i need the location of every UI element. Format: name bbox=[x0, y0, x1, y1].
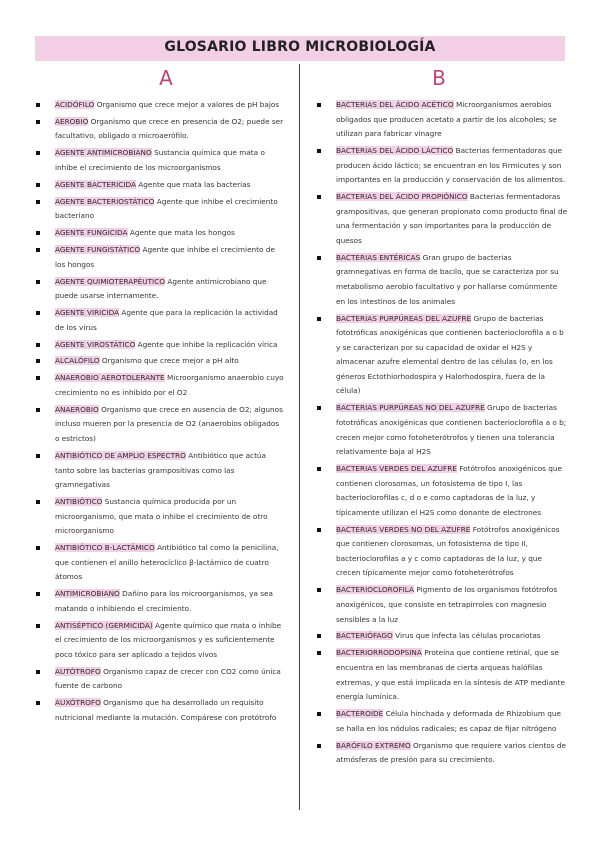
glossary-entry bbox=[313, 401, 568, 459]
bullet-icon bbox=[36, 280, 40, 284]
glossary-term: AGENTE ANTIMICROBIANO bbox=[55, 148, 152, 158]
bullet-icon bbox=[36, 231, 40, 235]
bullet-icon bbox=[36, 103, 40, 107]
glossary-term: ANTIMICROBIANO bbox=[55, 589, 120, 599]
glossary-term: ACIDÓFILO bbox=[55, 100, 95, 109]
glossary-definition: Antibiótico que actúa tanto sobre las bacterias grampositivas como las gramnegativas bbox=[55, 450, 267, 490]
bullet-icon bbox=[36, 200, 40, 204]
bullet-icon bbox=[317, 528, 321, 532]
glossary-definition: Organismo que crece mejor a pH alto bbox=[101, 356, 239, 366]
bullet-icon bbox=[317, 406, 321, 410]
glossary-definition: Bacterias fermentadoras grampositivas, que generan propionato como producto final de una fermentación y son importantes para la producción de quesos bbox=[336, 192, 568, 245]
glossary-term: AGENTE BACTERICIDA bbox=[55, 179, 136, 189]
glossary-definition: Antibiótico tal como la penicilina, que contienen el anillo heterocíclico β-lactámico de cuatro átomos bbox=[55, 543, 279, 582]
bullet-icon bbox=[317, 651, 321, 655]
glossary-definition: Proteína que contiene retinal, que se encuentra en las membranas de cierta arqueas halófilas extremas, y que está implicada en la síntesis de ATP mediante energía lumínica. bbox=[336, 648, 566, 702]
glossary-term: BACTERIORRODOPSINA bbox=[336, 648, 422, 658]
glossary-definition: Grupo de bacterias fototróficas anoxigénicas que contienen bacterioclorofila a o b; crecen mejor como fotoheterótrofos y tienen una tolerancia relativamente baja al H2S bbox=[336, 403, 567, 457]
glossary-entry bbox=[32, 338, 285, 353]
glossary-entry bbox=[32, 449, 285, 493]
bullet-icon bbox=[36, 376, 40, 380]
glossary-entry bbox=[32, 495, 285, 539]
glossary-term: ANAEROBIO bbox=[55, 404, 99, 414]
bullet-icon bbox=[36, 183, 40, 187]
glossary-entry bbox=[313, 739, 568, 768]
glossary-entry bbox=[32, 178, 285, 193]
bullet-icon bbox=[36, 670, 40, 674]
glossary-term: BACTERIAS VERDES NO DEL AZUFRE bbox=[336, 524, 471, 534]
glossary-entry bbox=[313, 190, 568, 248]
glossary-column-b bbox=[313, 98, 568, 770]
glossary-entry bbox=[32, 306, 285, 335]
bullet-icon bbox=[317, 634, 321, 638]
bullet-icon bbox=[317, 195, 321, 199]
glossary-term: BACTERIAS PURPÚREAS DEL AZUFRE bbox=[336, 313, 472, 323]
glossary-entry bbox=[32, 619, 285, 663]
glossary-definition: Organismo que crece en presencia de O2; puede ser facultativo, obligado o microaerófilo. bbox=[55, 116, 284, 141]
glossary-entry bbox=[313, 144, 568, 188]
bullet-icon bbox=[36, 343, 40, 347]
glossary-term: BARÓFILO EXTREMO bbox=[336, 740, 411, 750]
glossary-definition: Pigmento de los organismos fotótrofos anoxigénicos, que consiste en tetrapirroles con magnesio sensibles a la luz bbox=[336, 585, 558, 624]
bullet-icon bbox=[36, 311, 40, 315]
glossary-term: BACTERIOCLOROFILA bbox=[336, 585, 415, 595]
bullet-icon bbox=[317, 467, 321, 471]
glossary-definition: Organismo que requiere varios cientos de atmósferas de presión para su crecimiento. bbox=[336, 740, 567, 765]
glossary-term: BACTERIAS ENTÉRICAS bbox=[336, 252, 421, 262]
bullet-icon bbox=[317, 744, 321, 748]
glossary-definition: Agente antimicrobiano que puede usarse internamente. bbox=[55, 276, 267, 301]
glossary-term: ANTIBIÓTICO bbox=[55, 497, 103, 506]
glossary-term: BACTERIÓFAGO bbox=[336, 631, 393, 641]
bullet-icon bbox=[36, 359, 40, 363]
glossary-definition: Agente químico que mata o inhibe el crecimiento de los microorganismos y es suficientemente poco tóxico para ser aplicado a tejidos vivos bbox=[55, 620, 282, 659]
glossary-entry bbox=[313, 462, 568, 520]
glossary-entry bbox=[313, 583, 568, 627]
glossary-entry bbox=[32, 226, 285, 241]
glossary-entry bbox=[32, 696, 285, 725]
glossary-definition: Dañino para los microorganismos, ya sea matando o inhibiendo el crecimiento. bbox=[55, 589, 273, 613]
glossary-definition: Fotótrofos anoxigénicos que contienen clorosomas, un fotosistema de tipo II, bacterioclorofilas a y c como captadoras de la luz, y que crecen típicamente mejor como fotoheterótrofos bbox=[336, 524, 560, 578]
glossary-entry bbox=[32, 98, 285, 113]
glossary-definition: Bacterias fermentadoras que producen ácido láctico; se encuentran en los Firmicutes y son importantes en la producción y conservación de los alimentos. bbox=[336, 146, 566, 185]
glossary-definition: Organismo que ha desarrollado un requisito nutricional mediante la mutación. Compárese con protótrofo bbox=[55, 698, 277, 722]
bullet-icon bbox=[317, 149, 321, 153]
glossary-term: AGENTE QUIMIOTERAPÉUTICO bbox=[55, 276, 166, 286]
glossary-term: ANTIBIÓTICO B-LACTÁMICO bbox=[55, 543, 155, 553]
glossary-term: AGENTE FUNGISTÁTICO bbox=[55, 245, 141, 255]
glossary-entry bbox=[313, 523, 568, 581]
bullet-icon bbox=[36, 624, 40, 628]
glossary-definition: Organismo capaz de crecer con CO2 como única fuente de carbono bbox=[55, 666, 281, 691]
glossary-term: AGENTE BACTERIOSTÁTICO bbox=[55, 196, 155, 206]
glossary-entry bbox=[32, 146, 285, 175]
bullet-icon bbox=[317, 256, 321, 260]
glossary-entry bbox=[32, 371, 285, 400]
glossary-entry bbox=[32, 587, 285, 616]
glossary-definition: Microorganismo anaerobio cuyo crecimiento no es inhibido por el O2 bbox=[55, 373, 284, 397]
glossary-definition: Agente que para la replicación la actividad de los virus bbox=[55, 308, 278, 332]
glossary-definition: Célula hinchada y deformada de Rhizobium que se halla en los nódulos radicales; es capaz de fijar nitrógeno bbox=[336, 709, 562, 733]
glossary-term: AEROBIO bbox=[55, 116, 89, 126]
glossary-term: AGENTE FUNGICIDA bbox=[55, 228, 128, 238]
bullet-icon bbox=[317, 317, 321, 321]
glossary-term: BACTERIAS DEL ÁCIDO LÁCTICO bbox=[336, 146, 454, 156]
glossary-entry bbox=[32, 243, 285, 272]
glossary-entry bbox=[32, 665, 285, 694]
bullet-icon bbox=[36, 701, 40, 705]
glossary-term: ANTISÉPTICO (GERMICIDA) bbox=[55, 620, 153, 630]
glossary-definition: Agente que inhibe la replicación vírica bbox=[137, 339, 278, 349]
glossary-term: ANAEROBIO AEROTOLERANTE bbox=[55, 373, 165, 383]
glossary-term: ALCALÓFILO bbox=[55, 356, 100, 366]
glossary-definition: Organismo que crece mejor a valores de pH bajos bbox=[96, 100, 280, 109]
glossary-entry bbox=[313, 629, 568, 644]
glossary-entry bbox=[313, 98, 568, 142]
glossary-term: AGENTE VIRICIDA bbox=[55, 308, 120, 318]
column-divider bbox=[299, 64, 300, 810]
glossary-term: BACTERIAS VERDES DEL AZUFRE bbox=[336, 464, 457, 474]
glossary-term: ANTIBIÓTICO DE AMPLIO ESPECTRO bbox=[55, 450, 186, 460]
glossary-definition: Grupo de bacterias fototróficas anoxigénicas que contienen bacterioclorofila a o b y se caracterizan por su capacidad de oxidar el H2S y almacenar azufre elemental dentro de las células (o, en los géneros Ectothiorhodospira y Halorhodospira, fuera de la célula) bbox=[336, 313, 564, 396]
glossary-definition: Agente que inhibe el crecimiento de los hongos bbox=[55, 245, 275, 269]
glossary-entry bbox=[32, 115, 285, 144]
glossary-entry bbox=[313, 251, 568, 309]
bullet-icon bbox=[36, 454, 40, 458]
glossary-entry bbox=[313, 646, 568, 704]
bullet-icon bbox=[36, 408, 40, 412]
glossary-definition: Agente que inhibe el crecimiento bacteriano bbox=[55, 196, 278, 221]
glossary-term: AUXÓTROFO bbox=[55, 698, 101, 708]
glossary-term: AGENTE VIROSTÁTICO bbox=[55, 339, 136, 349]
bullet-icon bbox=[36, 248, 40, 252]
glossary-entry bbox=[313, 312, 568, 400]
glossary-definition: Organismo que crece en ausencia de O2; algunos incluso mueren por la presencia de O2 (anaerobios obligados o estrictos) bbox=[55, 404, 283, 444]
glossary-column-a bbox=[32, 98, 285, 728]
glossary-definition: Sustancia química producida por un microorganismo, que mata o inhibe el crecimiento de otro microorganismo bbox=[55, 497, 268, 536]
bullet-icon bbox=[36, 546, 40, 550]
glossary-term: BACTERIAS DEL ÁCIDO ACÉTICO bbox=[336, 100, 454, 109]
glossary-term: BACTERIAS PURPÚREAS NO DEL AZUFRE bbox=[336, 403, 485, 413]
bullet-icon bbox=[36, 120, 40, 124]
bullet-icon bbox=[36, 500, 40, 504]
bullet-icon bbox=[36, 592, 40, 596]
glossary-definition: Microorganismos aerobios obligados que producen acetato a partir de los alcoholes; se utilizan para fabricar vinagre bbox=[336, 100, 557, 139]
glossary-entry bbox=[313, 707, 568, 736]
glossary-definition: Sustancia química que mata o inhibe el crecimiento de los microorganismos bbox=[55, 148, 265, 172]
glossary-definition: Fotótrofos anoxigénicos que contienen clorosomas, un fotosistema de tipo I, las bacterioclorofilas c, d o e como captadoras de la luz, y típicamente utilizan el H2S como donante de electrones bbox=[336, 464, 563, 517]
bullet-icon bbox=[36, 151, 40, 155]
section-letter-a: A bbox=[159, 66, 173, 90]
glossary-term: AUTÓTROFO bbox=[55, 666, 101, 676]
glossary-entry bbox=[32, 541, 285, 585]
glossary-entry bbox=[32, 403, 285, 447]
section-letter-b: B bbox=[432, 66, 446, 90]
bullet-icon bbox=[317, 712, 321, 716]
glossary-entry bbox=[32, 195, 285, 224]
glossary-definition: Agente que mata los hongos bbox=[129, 228, 235, 238]
bullet-icon bbox=[317, 103, 321, 107]
page-title: GLOSARIO LIBRO MICROBIOLOGÍA bbox=[164, 39, 436, 55]
glossary-term: BACTERIAS DEL ÁCIDO PROPIÓNICO bbox=[336, 192, 468, 202]
glossary-definition: Gran grupo de bacterias gramnegativas en forma de bacilo, que se caracteriza por su metabolismo aerobio facultativo y por hallarse comúnmente en los intestinos de los animales bbox=[336, 252, 559, 306]
glossary-term: BACTEROIDE bbox=[336, 709, 384, 719]
glossary-entry bbox=[32, 275, 285, 304]
glossary-entry bbox=[32, 354, 285, 369]
glossary-definition: Virus que infecta las células procariotas bbox=[395, 631, 541, 641]
glossary-definition: Agente que mata las bacterias bbox=[138, 179, 251, 189]
bullet-icon bbox=[317, 588, 321, 592]
title-banner bbox=[35, 36, 565, 61]
